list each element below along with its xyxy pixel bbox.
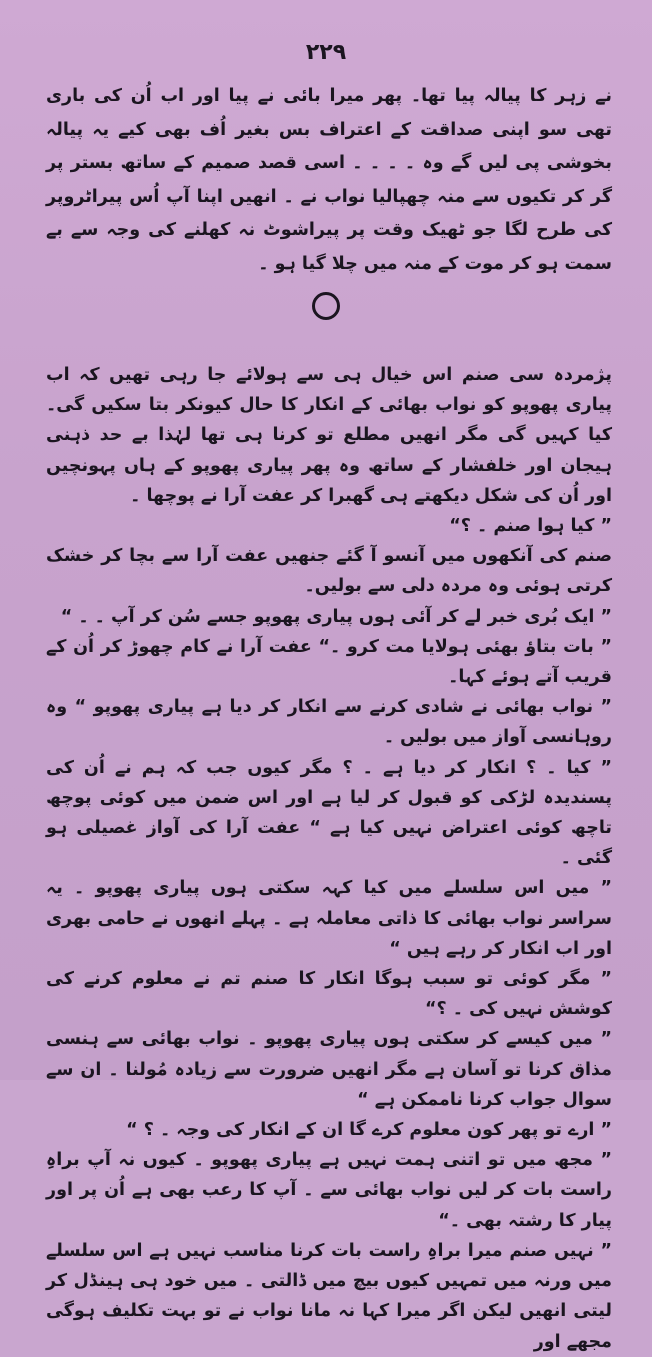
- dialogue-line: ” میں اس سلسلے میں کیا کہہ سکتی ہوں پیاری پھوپو ۔ یہ سراسر نواب بھائی کا ذاتی معاملہ ہے ۔ پہلے انھوں نے حامی بھری اور اب انکار کر رہے ہیں “: [46, 878, 612, 959]
- main-text-block: [46, 360, 612, 1357]
- dialogue-line: ” ایک بُری خبر لے کر آئی ہوں پیاری پھوپو جسے سُن کر آپ ۔ ۔ “: [60, 606, 612, 627]
- paragraph-text: نے زہر کا پیالہ پیا تھا۔ پھر میرا بائی نے پیا اور اب اُن کی باری تھی سو اپنی صداقت کے اعتراف بس بغیر اُف بھی کیے یہ پیالہ بخوشی پی لیں گے وہ ۔ ۔ ۔ ۔ اسی قصد صمیم کے ساتھ بستر پر گر کر تکیوں سے منہ چھپالیا نواب نے ۔ انھیں اپنا آپ اُس پیراٹروپر کی طرح لگا جو ٹھیک وقت پر پیراشوٹ نہ کھلنے کی وجہ سے بے سمت ہو کر موت کے منہ میں چلا گیا ہو ۔: [46, 86, 612, 274]
- dialogue-line: ” بات بتاؤ بھئی ہولایا مت کرو ۔“ عفت آرا نے کام چھوڑ کر اُن کے قریب آتے ہوئے کہا۔: [46, 636, 612, 688]
- paragraph-text: صنم کی آنکھوں میں آنسو آ گئے جنھیں عفت آرا سے بچا کر خشک کرتی ہوئی وہ مردہ دلی سے بولیں۔: [46, 546, 612, 597]
- dialogue-line: ” مجھ میں تو اتنی ہمت نہیں ہے پیاری پھوپو ۔ کیوں نہ آپ براہِ راست بات کر لیں نواب بھائی سے ۔ آپ کا رعب بھی ہے اُن پر اور پیار کا رشتہ بھی ۔“: [46, 1150, 612, 1231]
- dialogue-line: ” کیا ۔ ؟ انکار کر دیا ہے ۔ ؟ مگر کیوں جب کہ ہم نے اُن کی پسندیدہ لڑکی کو قبول کر لیا ہے اور اس ضمن میں کوئی پوچھ تاچھ کوئی اعتراض نہیں کیا ہے “ عفت آرا کی آواز غصیلی ہو گئی ۔: [46, 757, 612, 869]
- dialogue-line: ” میں کیسے کر سکتی ہوں پیاری پھوپو ۔ نواب بھائی سے ہنسی مذاق کرنا تو آسان ہے مگر انھیں ضرورت سے زیادہ مُولنا ۔ ان سے سوال جواب کرنا ناممکن ہے “: [46, 1029, 612, 1110]
- dialogue-line: ” مگر کوئی تو سبب ہوگا انکار کا صنم تم نے معلوم کرنے کی کوشش نہیں کی ۔ ؟“: [46, 969, 612, 1020]
- page-number: ۲۲۹: [305, 40, 347, 65]
- paragraph-text: پژمردہ سی صنم اس خیال ہی سے ہولائے جا رہی تھیں کہ اب پیاری پھوپو کو نواب بھائی کے انکار کا حال کیونکر بتا سکیں گی۔ کیا کہیں گی مگر انھیں مطلع تو کرنا ہی تھا لہٰذا بے حد ذہنی ہیجان اور خلفشار کے ساتھ وہ پھر پیاری پھوپو کے ہاں پہونچیں اور اُن کی شکل دیکھتے ہی گھبرا کر عفت آرا نے پوچھا ۔: [46, 365, 612, 506]
- dialogue-line: ” نواب بھائی نے شادی کرنے سے انکار کر دیا ہے پیاری پھوپو “ وہ روہانسی آواز میں بولیں ۔: [46, 697, 612, 748]
- top-paragraph: [46, 80, 612, 281]
- section-break-circle-icon: [312, 292, 340, 320]
- dialogue-line: ” نہیں صنم میرا براہِ راست بات کرنا مناسب نہیں ہے اس سلسلے میں ورنہ میں تمہیں کیوں بیچ میں ڈالتی ۔ میں خود ہی ہینڈل کر لیتی انھیں لیکن اگر میرا کہا نہ مانا نواب نے تو بہت تکلیف ہوگی مجھے اور: [46, 1240, 612, 1352]
- dialogue-line: ” ارے تو پھر کون معلوم کرے گا ان کے انکار کی وجہ ۔ ؟ “: [126, 1120, 612, 1141]
- dialogue-line: ” کیا ہوا صنم ۔ ؟“: [449, 516, 612, 537]
